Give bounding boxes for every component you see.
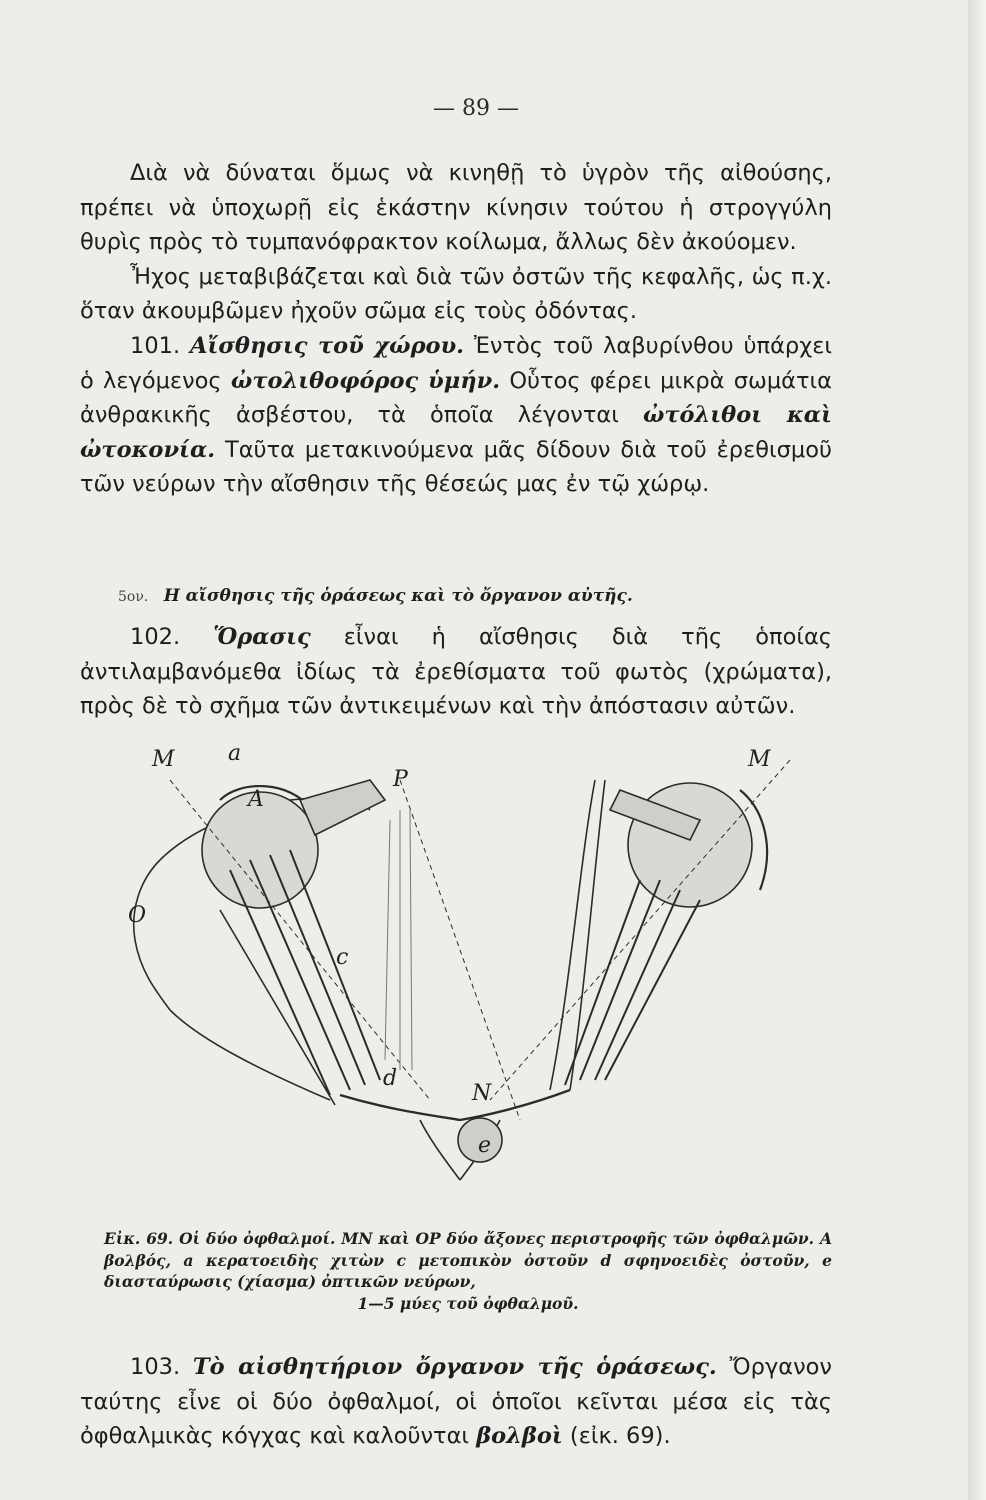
label-c: c [336,945,349,970]
body-text-top [80,156,832,502]
paragraph-sound-fluid: Διὰ νὰ δύναται ὅμως νὰ κινηθῇ τὸ ὑγρὸν τῆς αἰθούσης, πρέπει νὰ ὑποχωρῇ εἰς ἑκάστην κίνησιν τούτου ἡ στρογγύλη θυρὶς πρὸς τὸ τυμπανόφρακτον κοίλωμα, ἄλλως δὲν ἀκούομεν. [80,160,832,256]
label-A: A [248,787,264,812]
paragraph-103: 103. Τὸ αἰσθητήριον ὄργανον τῆς ὁράσεως. Ὄργανον ταύτης εἶνε οἱ δύο ὀφθαλμοί, οἱ ὁποῖοι κεῖνται μέσα εἰς τὰς ὀφθαλμικὰς κόγχας καὶ καλοῦνται βολβοὶ (εἰκ. 69). [80,1354,832,1450]
chapter-subheading: 5ον. Η αἴσθησις τῆς ὁράσεως καὶ τὸ ὄργανον αὐτῆς. [118,586,633,606]
section-number: 103. [130,1354,181,1380]
label-M: M [152,747,175,772]
section-number: 101. [130,332,181,359]
page-number: — 89 — [433,96,519,121]
paragraph-102: 102. Ὅρασις εἶναι ἡ αἴσθησις διὰ τῆς ὁποίας ἀντιλαμβανόμεθα ἰδίως τὰ ἐρεθίσματα τοῦ φωτὸς (χρώματα), πρὸς δὲ τὸ σχῆμα τῶν ἀντικειμένων καὶ τὴν ἀπόστασιν αὐτῶν. [80,624,832,720]
paragraph-101: 101. Αἴσθησις τοῦ χώρου. Ἐντὸς τοῦ λαβυρίνθου ὑπάρχει ὁ λεγόμενος ὠτολιθοφόρος ὑμήν. Οὗτος φέρει μικρὰ σωμάτια ἀνθρακικῆς ἀσβέστου, τὰ ὁποῖα λέγονται ὠτόλιθοι καὶ ὠτοκονία. Ταῦτα μετακινούμενα μᾶς δίδουν διὰ τοῦ ἐρεθισμοῦ τῶν νεύρων τὴν αἴσθησιν τῆς θέσεώς μας ἐν τῷ χώρῳ. [80,332,832,498]
term-otolith-membrane: ὠτολιθοφόρος ὑμήν. [230,367,501,394]
label-O: O [128,903,147,928]
label-a: a [228,741,242,766]
label-P: P [393,767,408,792]
term-otoliths: ὠτόλιθοι καὶ ὠτοκονία. [80,402,832,463]
label-d: d [383,1066,398,1091]
term-vision: Ὅρασις [213,624,311,650]
page-edge [968,0,986,1500]
left-orbit-outline [134,860,170,1010]
eyes-anatomical-figure [100,740,845,1200]
axis-OP [400,780,520,1120]
optic-chiasm [340,1090,570,1120]
paragraph-bone-conduction: Ἦχος μεταβιβάζεται καὶ διὰ τῶν ὀστῶν τῆς κεφαλῆς, ὡς π.χ. ὅταν ἀκουμβῶμεν ἠχοῦν σῶμα εἰς τοὺς ὀδόντας. [80,263,832,325]
section-title: Τὸ αἰσθητήριον ὄργανον τῆς ὁράσεως. [192,1354,717,1380]
figure-caption: Εἰκ. 69. Οἱ δύο ὀφθαλμοί. MN καὶ OP δύο ἄξονες περιστροφῆς τῶν ὀφθαλμῶν. A βολβός, a κερατοειδὴς χιτὼν c μετοπικὸν ὀστοῦν d σφηνοειδὲς ὀστοῦν, e διασταύρωσις (χίασμα) ὀπτικῶν νεύρων, 1—5 μύες τοῦ ὀφθαλμοῦ. [104,1229,832,1313]
section-title: Αἴσθησις τοῦ χώρου. [190,332,465,359]
body-text-102 [80,620,832,724]
section-number: 102. [130,624,181,650]
body-text-103 [80,1350,832,1454]
label-N: N [472,1081,492,1106]
label-M-right: M [748,747,771,772]
label-e: e [478,1133,492,1158]
term-bulbs: βολβοὶ [476,1423,563,1450]
